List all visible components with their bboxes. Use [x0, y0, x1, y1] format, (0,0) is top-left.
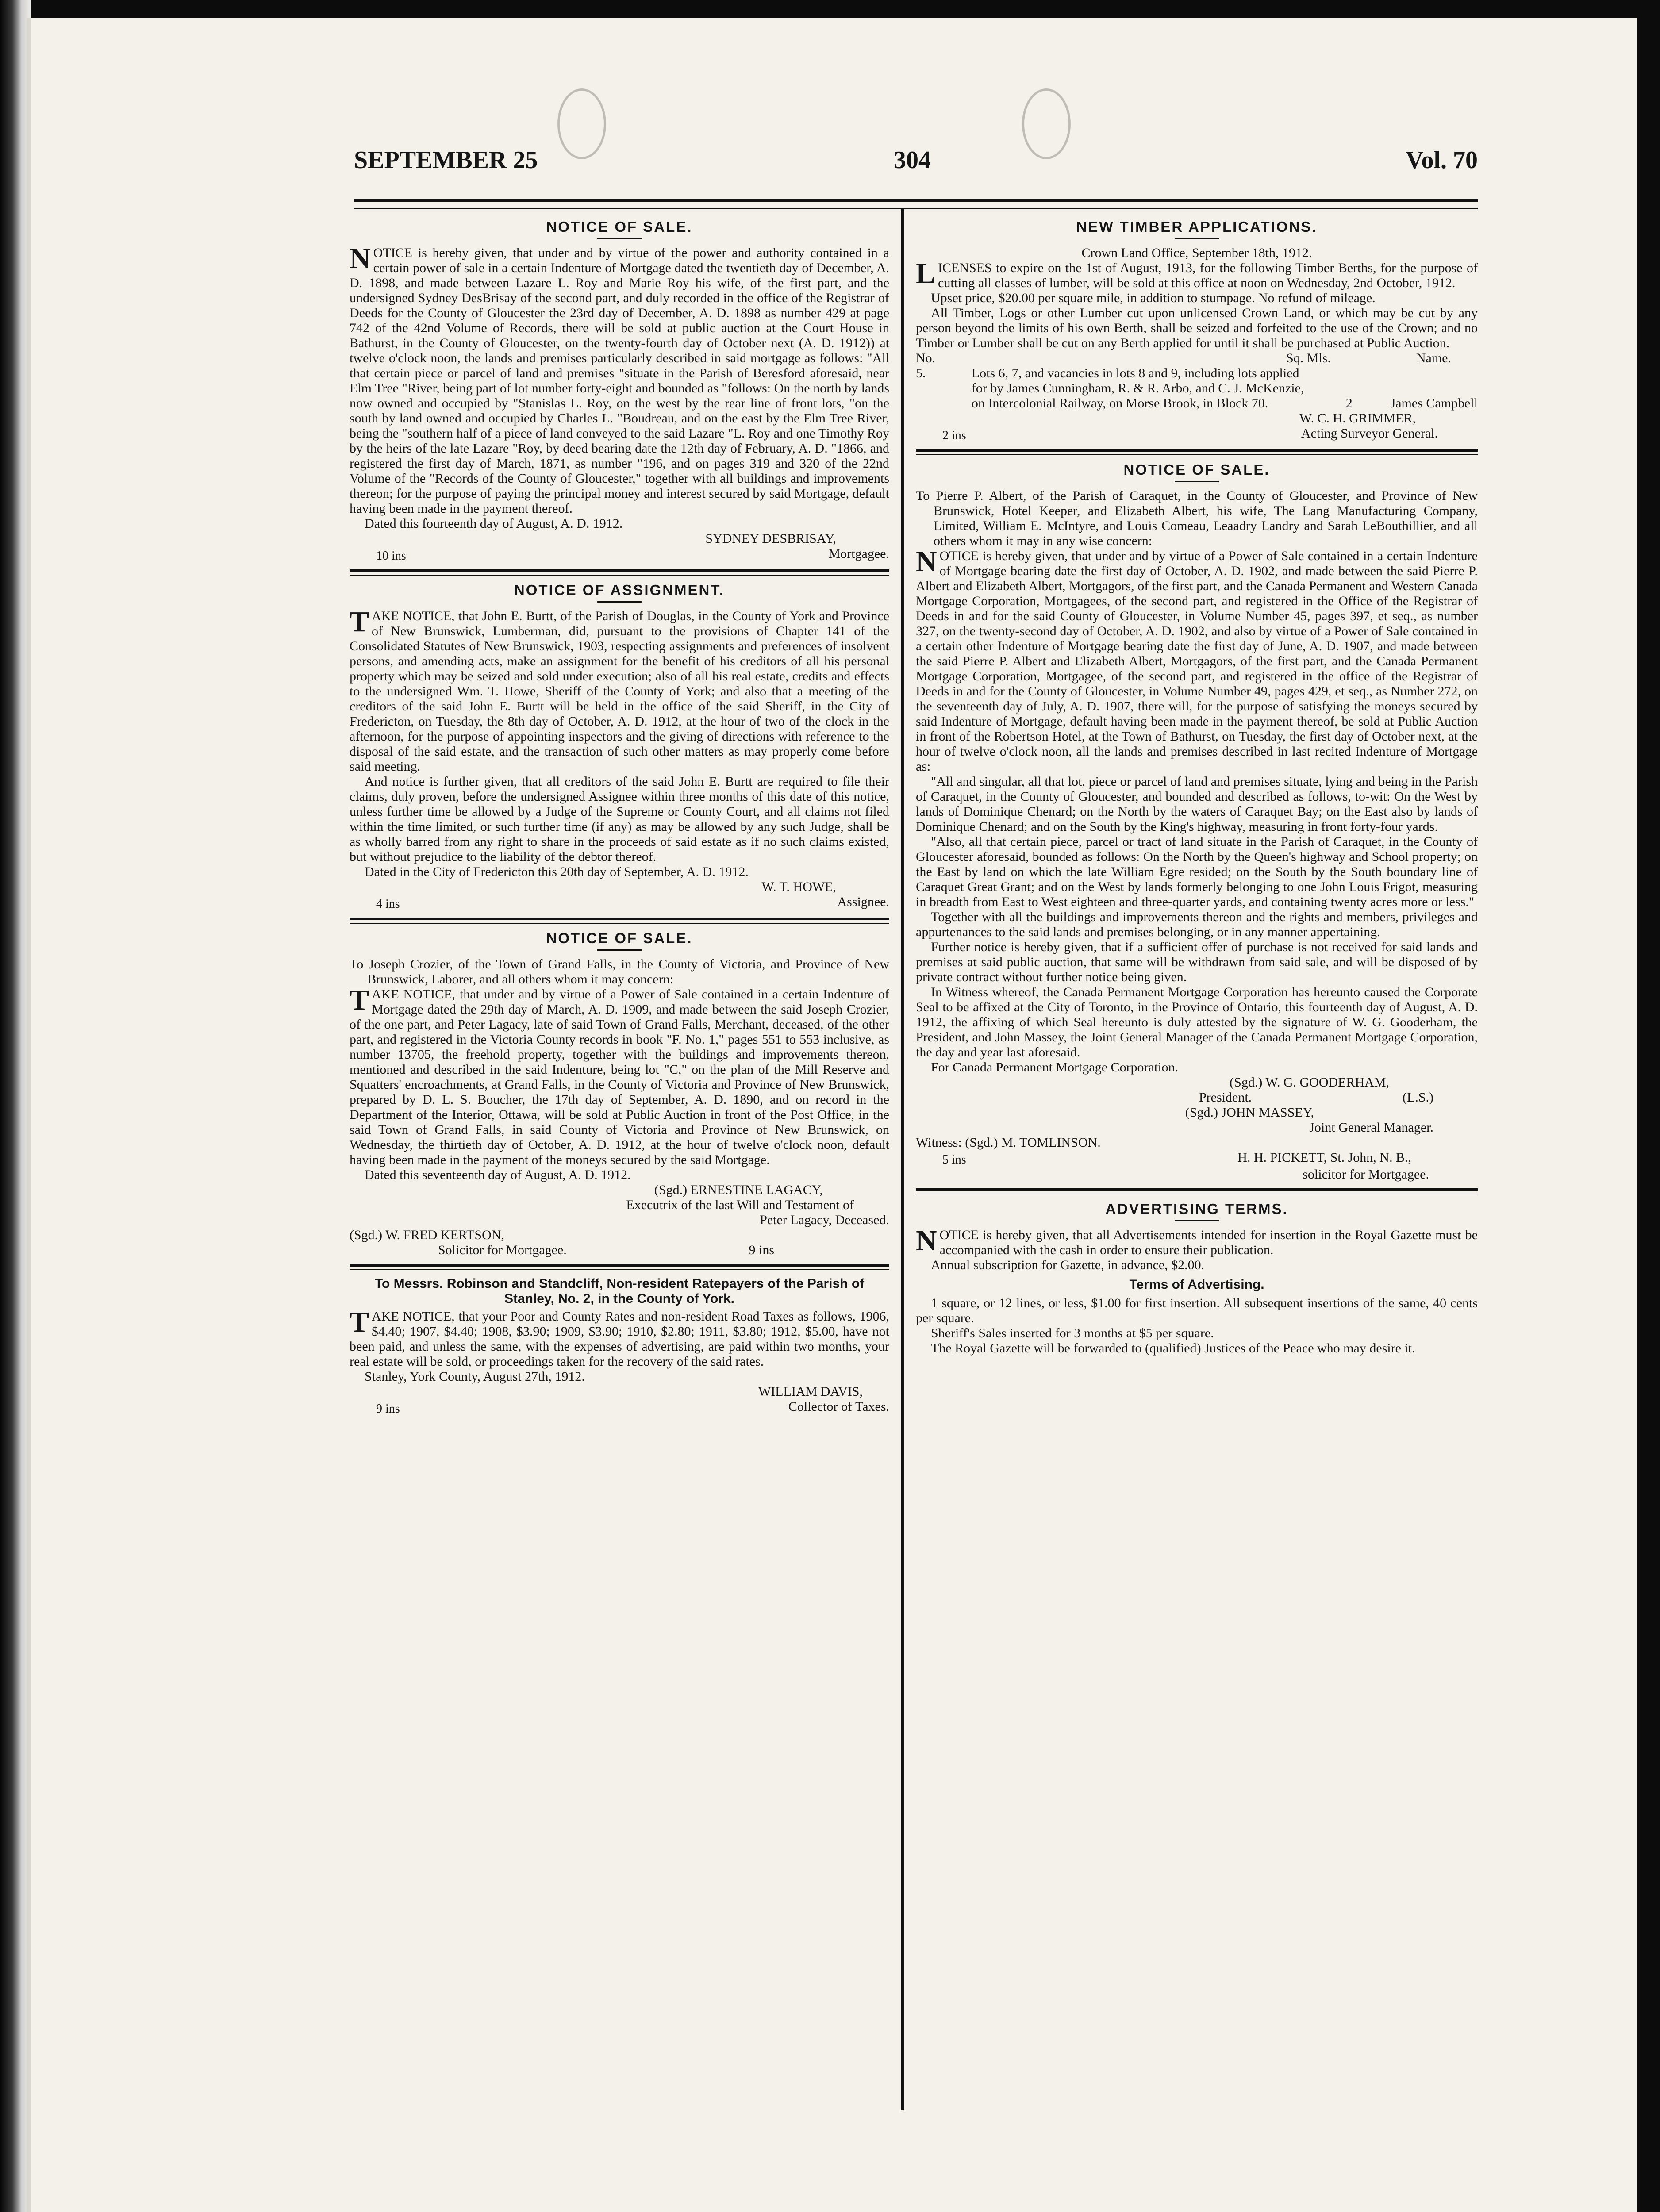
- notice-body: AKE NOTICE, that your Poor and County Rates and non-resident Road Taxes as follows, 1906, $4.40; 1907, $4.40; 1908, $3.90; 1909, $3.90; 1910, $2.80; 1911, $3.80; 1912, $5.00, have not been paid, and unless the same, with the expenses of advertising, are paid within two months, your real estate will be sold, or proceedings taken for the recovery of the said rates.: [350, 1309, 889, 1369]
- ratepayers-notice: [350, 1276, 889, 1416]
- section-rule: [350, 918, 889, 924]
- berth-sq-mls: 2: [1345, 396, 1353, 411]
- notice-body: ICENSES to expire on the 1st of August, 1913, for the following Timber Berths, for the purpose of cutting all classes of lumber, will be sold at this office at noon on Wednesday, 2nd October, 1912.: [938, 261, 1478, 290]
- drop-cap: T: [350, 1306, 369, 1338]
- header-date: SEPTEMBER 25: [354, 146, 538, 174]
- section-title: NOTICE OF SALE.: [1123, 461, 1270, 478]
- signer-name: (Sgd.) ERNESTINE LAGACY,: [654, 1183, 823, 1197]
- signer-role: Joint General Manager.: [1309, 1120, 1433, 1135]
- upset-price: Upset price, $20.00 per square mile, in addition to stumpage. No refund of mileage.: [931, 291, 1376, 305]
- solicitor-role: solicitor for Mortgagee.: [1303, 1167, 1429, 1182]
- insertions-count: 10 ins: [376, 549, 406, 563]
- signer-name: W. C. H. GRIMMER,: [1299, 411, 1416, 426]
- title-rule: [597, 601, 642, 603]
- new-timber-applications: [916, 219, 1478, 443]
- section-title: ADVERTISING TERMS.: [1105, 1201, 1288, 1217]
- signer-name: WILLIAM DAVIS,: [758, 1384, 863, 1399]
- solicitor-name: H. H. PICKETT, St. John, N. B.,: [1237, 1150, 1411, 1165]
- signer-name: W. T. HOWE,: [761, 879, 836, 894]
- notice-body-2: And notice is further given, that all creditors of the said John E. Burtt are required to file their claims, duly proven, before the undersigned Assignee within three months of this date of this notice, unless further time be allowed by a Judge of the Supreme or County Court, and all claims not filed within the time limited, or such further time (if any) as may be allowed by any such Judge, shall be as wholly barred from any right to share in the proceeds of said estate as if no such claims existed, but without prejudice to the liability of the debtor thereof.: [350, 774, 889, 864]
- berth-row: [916, 366, 1478, 411]
- signer-role: President.: [1199, 1090, 1252, 1105]
- signer-role: Executrix of the last Will and Testament of: [626, 1198, 854, 1212]
- terms-subtitle: Terms of Advertising.: [1129, 1277, 1264, 1292]
- drop-cap: N: [916, 1225, 937, 1257]
- section-rule: [916, 449, 1478, 455]
- drop-cap: T: [350, 984, 369, 1016]
- col-name: Name.: [1416, 351, 1451, 365]
- notice-of-sale-3: [916, 461, 1478, 1182]
- signer-role: Acting Surveyor General.: [1301, 426, 1438, 441]
- office-line: Crown Land Office, September 18th, 1912.: [1081, 246, 1312, 260]
- title-rule: [597, 949, 642, 951]
- term-line: 1 square, or 12 lines, or less, $1.00 for first insertion. All subsequent insertions of the same, 40 cents per square.: [916, 1296, 1478, 1325]
- signer-role: Collector of Taxes.: [788, 1399, 889, 1414]
- dated-line: Dated this fourteenth day of August, A. D. 1912.: [365, 516, 623, 531]
- dated-line: Stanley, York County, August 27th, 1912.: [365, 1369, 585, 1384]
- insertions-count: 4 ins: [376, 897, 400, 911]
- col-no: No.: [916, 351, 936, 365]
- notice-of-sale-1: [350, 219, 889, 563]
- title-rule: [1175, 238, 1219, 239]
- annual-subscription: Annual subscription for Gazette, in advance, $2.00.: [931, 1258, 1205, 1272]
- left-column: [350, 212, 889, 1416]
- land-description-1: "All and singular, all that lot, piece or parcel of land and premises situate, lying and being in the Parish of Caraquet, in the County of Gloucester, and bounded and described as follows, to-wit: On the West by lands of Dominique Chenard; on the North by the waters of Caraquet Bay; on the East also by lands of Dominique Chenard; and on the South by the King's highway, measuring in front forty-four yards.: [916, 774, 1478, 834]
- insertions-count: 9 ins: [376, 1402, 400, 1416]
- solicitor-name: (Sgd.) W. FRED KERTSON,: [350, 1228, 504, 1242]
- corporate-seal: (L.S.): [1403, 1090, 1433, 1105]
- berth-table-header: [916, 351, 1478, 366]
- notice-body: AKE NOTICE, that John E. Burtt, of the Parish of Douglas, in the County of York and Province of New Brunswick, Lumberman, did, pursuant to the provisions of Chapter 141 of the Consolidated Statutes of New Brunswick, 1903, respecting assignments and preferences of insolvent persons, and amending acts, make an assignment for the benefit of his creditors of all his personal property which may be seized and sold under execution; also of all his real estate, credits and effects to the undersigned Wm. T. Howe, Sheriff of the County of York; and also that a meeting of the creditors of the said John E. Burtt will be held in the office of the said Sheriff, in the City of Fredericton, on Tuesday, the 8th day of October, A. D. 1912, at the hour of two of the clock in the afternoon, for the purpose of appointing inspectors and the giving of directions with reference to the disposal of the said estate, and the transaction of such other matters as may properly come before said meeting.: [350, 609, 889, 774]
- signer-role: Peter Lagacy, Deceased.: [760, 1213, 889, 1227]
- section-title: NOTICE OF SALE.: [546, 930, 693, 946]
- title-rule: [1175, 1220, 1219, 1221]
- advertising-terms: [916, 1201, 1478, 1356]
- notice-body: OTICE is hereby given, that under and by virtue of a Power of Sale contained in a certain Indenture of Mortgage bearing date the first day of October, A. D. 1902, and made between the said Pierre P. Albert and Elizabeth Albert, Mortgagors, of the first part, and the Canada Permanent and Western Canada Mortgage Corporation, Mortgagees, of the second part, and registered in the Office of the Registrar of Deeds in and for the said County of Gloucester, in Volume Number 45, pages 397, et seq., as number 327, on the twenty-second day of October, A. D. 1902, and also by virtue of a Power of Sale contained in a certain other Indenture of Mortgage bearing date the first day of June, A. D. 1907, and made between the said Pierre P. Albert and Elizabeth Albert, Mortgagors, of the first part, and the Canada Permanent Mortgage Corporation, Mortgagee, of the second part, and registered in the office of the Registrar of Deeds in and for the County of Gloucester, in Volume Number 49, pages 429, et seq., as Number 272, on the seventeenth day of July, A. D. 1907, there will, for the purpose of satisfying the moneys secured by said Indenture of Mortgage, default having been made in the payment thereof, be sold at Public Auction in front of the Robertson Hotel, at the Town of Bathurst, on Tuesday, the first day of October next, at the hour of twelve o'clock noon, all the lands and premises described in last recited Indenture of Mortgage as:: [916, 549, 1478, 774]
- section-rule: [350, 569, 889, 576]
- notice-of-assignment: [350, 582, 889, 911]
- column-divider: [901, 208, 904, 2110]
- insertions-count: 9 ins: [749, 1243, 774, 1257]
- dated-line: Dated in the City of Fredericton this 20th day of September, A. D. 1912.: [365, 864, 749, 879]
- section-title: NOTICE OF SALE.: [546, 219, 693, 235]
- drop-cap: T: [350, 606, 369, 638]
- term-line: Sheriff's Sales inserted for 3 months at $5 per square.: [931, 1326, 1214, 1340]
- drop-cap: N: [350, 242, 371, 275]
- further-notice: Further notice is hereby given, that if a sufficient offer of purchase is not received for said lands and premises at said public auction, that same will be withdrawn from said sale, and will be disposed of by private contract without further notice being given.: [916, 940, 1478, 984]
- signer-name: (Sgd.) W. G. GOODERHAM,: [1230, 1075, 1389, 1090]
- berth-no: 5.: [916, 366, 926, 380]
- notice-body: AKE NOTICE, that under and by virtue of a Power of Sale contained in a certain Indenture of Mortgage dated the 29th day of March, A. D. 1909, and made between the said Joseph Crozier, of the one part, and Peter Lagacy, late of said Town of Grand Falls, Merchant, deceased, of the other part, and registered in the Victoria County records in book "F. No. 1," pages 551 to 553 inclusive, as number 13705, the freehold property, together with the buildings and improvements thereon, mentioned and described in the said Indenture, being lot "C," on the plan of the Mill Reserve and Squatters' encroachments, at Grand Falls, in the County of Victoria and Province of New Brunswick, prepared by D. L. S. Boucher, the 17th day of September, A. D. 1890, and on record in the Department of the Interior, Ottawa, will be sold at Public Auction in front of the Post Office, in the said Town of Grand Falls, in said County of Victoria and Province of New Brunswick, on Wednesday, the thirtieth day of October, A. D. 1912, at the hour of twelve o'clock noon, default having been made in the payment of the moneys secured by the said Mortgage.: [350, 987, 889, 1167]
- title-rule: [1175, 481, 1219, 482]
- right-column: [916, 212, 1478, 1356]
- notice-address: To Pierre P. Albert, of the Parish of Caraquet, in the County of Gloucester, and Province of New Brunswick, Hotel Keeper, and Elizabeth Albert, his wife, The Lang Manufacturing Company, Limited, William E. McIntyre, and Louis Comeau, Leaadry Landry and Sarah LeBouthillier, and all others whom it may in any wise concern:: [916, 488, 1478, 548]
- section-title: NOTICE OF ASSIGNMENT.: [514, 582, 725, 598]
- solicitor-role: Solicitor for Mortgagee.: [438, 1243, 567, 1257]
- witness-clause: In Witness whereof, the Canada Permanent Mortgage Corporation has hereunto caused the Corporate Seal to be affixed at the City of Toronto, in the Province of Ontario, this fourteenth day of August, A. D. 1912, the affixing of which Seal hereunto is duly attested by the signature of W. G. Gooderham, the President, and John Massey, the Joint General Manager of the Canada Permanent Mortgage Corporation, the day and year last aforesaid.: [916, 985, 1478, 1060]
- drop-cap: N: [916, 545, 937, 578]
- section-rule: [916, 1188, 1478, 1194]
- drop-cap: L: [916, 257, 936, 290]
- berth-description: Lots 6, 7, and vacancies in lots 8 and 9, including lots applied for by James Cunningham, R. & R. Arbo, and C. J. McKenzie, on Intercolonial Railway, on Morse Brook, in Block 70.: [971, 366, 1304, 411]
- berth-name: James Campbell: [1390, 396, 1478, 411]
- notice-address: To Joseph Crozier, of the Town of Grand Falls, in the County of Victoria, and Province of New Brunswick, Laborer, and all others whom it may concern:: [350, 957, 889, 987]
- notice-body: OTICE is hereby given, that all Advertisements intended for insertion in the Royal Gazette must be accompanied with the cash in order to ensure their publication.: [939, 1228, 1478, 1257]
- section-title: To Messrs. Robinson and Standcliff, Non-resident Ratepayers of the Parish of Stanley, No. 2, in the County of York.: [374, 1276, 865, 1306]
- dated-line: Dated this seventeenth day of August, A. D. 1912.: [365, 1167, 631, 1182]
- insertions-count: 2 ins: [942, 429, 966, 442]
- signer-role: Assignee.: [837, 895, 889, 909]
- land-description-2: "Also, all that certain piece, parcel or tract of land situate in the Parish of Caraquet, in the County of Gloucester aforesaid, bounded as follows: On the North by the Queen's highway and School property; on the East by land on which the late William Egre resided; on the South by the South boundary line of Caraquet Great Grant; and on the West by lands formerly belonging to one John Louis Frigot, measuring in breadth from East to West eighteen and three-quarter yards, and containing twenty acres more or less.": [916, 834, 1478, 909]
- logs-clause: All Timber, Logs or other Lumber cut upon unlicensed Crown Land, or which may be cut by any person beyond the limits of his own Berth, shall be seized and forfeited to the use of the Crown; and no Timber or Lumber shall be cut on any Berth applied for until it shall be purchased at Public Auction.: [916, 306, 1478, 350]
- title-rule: [597, 238, 642, 239]
- signer-name: (Sgd.) JOHN MASSEY,: [1185, 1105, 1314, 1120]
- header-rule: [354, 199, 1478, 209]
- witness-line: Witness: (Sgd.) M. TOMLINSON.: [916, 1135, 1101, 1150]
- section-title: NEW TIMBER APPLICATIONS.: [1076, 219, 1318, 235]
- col-sq-mls: Sq. Mls.: [1286, 351, 1331, 365]
- insertions-count: 5 ins: [942, 1153, 966, 1167]
- signer-role: Mortgagee.: [828, 546, 889, 561]
- together-clause: Together with all the buildings and improvements thereon and the rights and members, privileges and appurtenances to the said lands and premises belonging, or in any manner appertaining.: [916, 910, 1478, 939]
- signer-name: SYDNEY DESBRISAY,: [705, 531, 836, 546]
- for-corporation: For Canada Permanent Mortgage Corporation.: [931, 1060, 1179, 1075]
- section-rule: [350, 1264, 889, 1270]
- term-line: The Royal Gazette will be forwarded to (qualified) Justices of the Peace who may desire it.: [931, 1341, 1415, 1356]
- page-header: [354, 146, 1478, 181]
- header-volume: Vol. 70: [1406, 146, 1478, 174]
- notice-body: OTICE is hereby given, that under and by virtue of the power and authority contained in a certain power of sale in a certain Indenture of Mortgage dated the twentieth day of December, A. D. 1898, and made between Lazare L. Roy and Marie Roy his wife, of the first part, and the undersigned Sydney DesBrisay of the second part, and duly recorded in the office of the Registrar of Deeds for the County of Gloucester the 23rd day of December, A. D. 1898 as number 429 at page 742 of the 42nd Volume of Records, there will be sold at public auction at the Court House in Bathurst, in the County of Gloucester, on the twenty-fourth day of October next (A. D. 1912)) at twelve o'clock noon, the lands and premises particularly described in said mortgage as follows: "All that certain piece or parcel of land and premises "situate in the Parish of Beresford aforesaid, near Elm Tree "River, being part of lot number forty-eight and bounded as "follows: On the north by lands now owned and occupied by "Stanislas L. Roy, on the west by the rear line of front lots, "on the south by land owned and occupied by Charles L. "Boudreau, and on the east by the Elm Tree River, being the "southern half of a piece of land conveyed to the said Lazare "L. Roy and one Timothy Roy by the heirs of the late Lazare "Roy, by deed bearing date the 12th day of February, A. D. "1866, and registered the first day of March, 1871, as number "196, and on pages 319 and 320 of the 22nd Volume of the "Records of the County of Gloucester," together with all buildings and improvements thereon; for the purpose of paying the principal money and interest secured by said Mortgage, default having been made in the payment thereof.: [350, 246, 889, 516]
- notice-of-sale-2: [350, 930, 889, 1258]
- header-page-number: 304: [894, 146, 931, 174]
